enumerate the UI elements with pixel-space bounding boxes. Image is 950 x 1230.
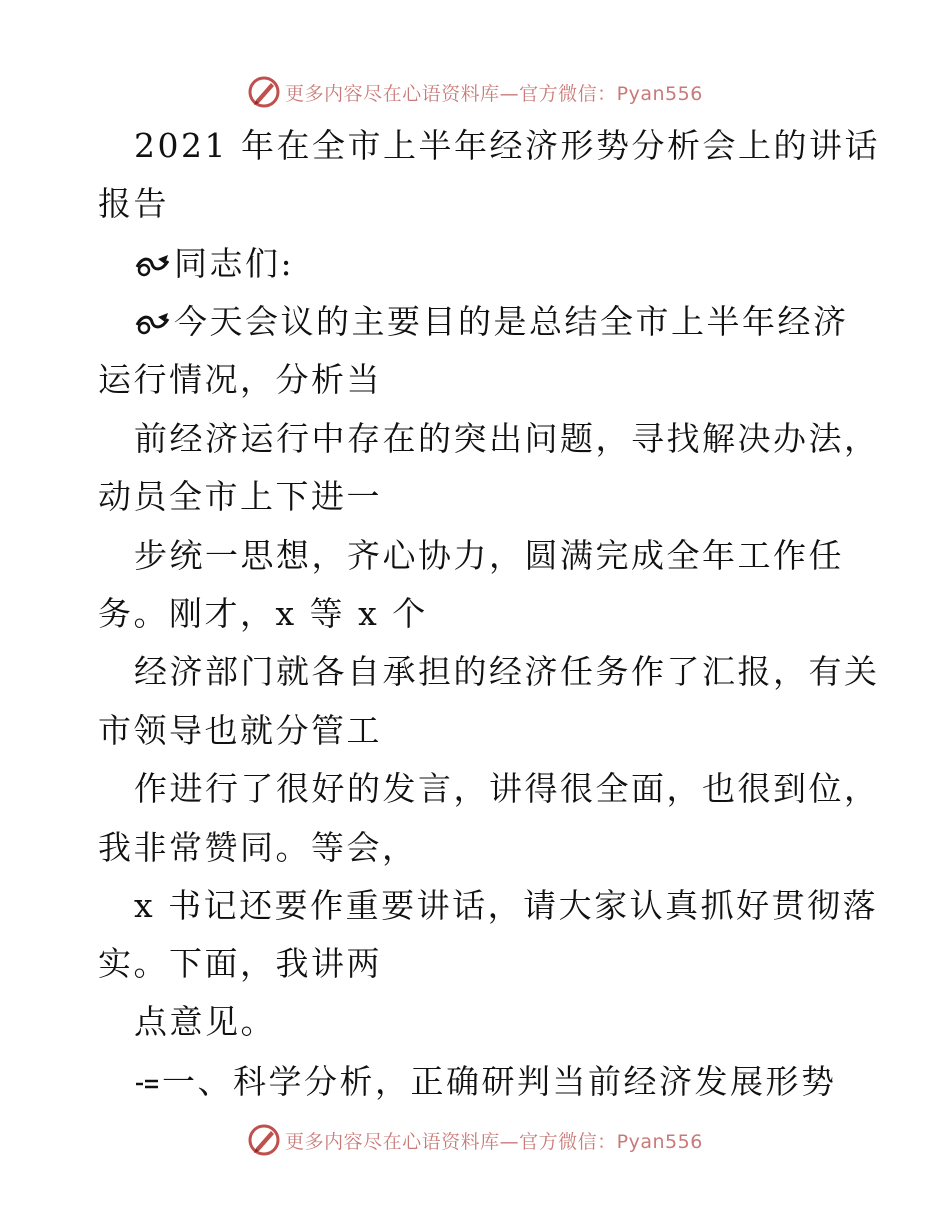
- paragraph-line: 市领导也就分管工: [98, 711, 382, 750]
- watermark-header: [0, 72, 950, 112]
- floral-bullet-icon: [134, 253, 172, 279]
- section-heading-text: 一、科学分析，正确研判当前经济发展形势: [162, 1062, 837, 1101]
- floral-bullet-icon: [134, 311, 172, 337]
- section-heading: [134, 1062, 837, 1102]
- paragraph-line: 经济部门就各自承担的经济任务作了汇报，有关: [134, 652, 880, 691]
- red-pen-icon: [247, 1123, 281, 1157]
- paragraph-text: 今天会议的主要目的是总结全市上半年经济: [174, 302, 849, 341]
- paragraph-salutation: [134, 244, 294, 284]
- paragraph-line: 实。下面，我讲两: [98, 944, 382, 983]
- paragraph-line: [134, 302, 849, 342]
- document-title-line-1: 2021 年在全市上半年经济形势分析会上的讲话: [134, 126, 880, 165]
- dash-bullet-icon: [134, 1074, 160, 1094]
- salutation-text: 同志们:: [174, 244, 295, 283]
- red-pen-icon: [247, 75, 281, 109]
- paragraph-line: x 书记还要作重要讲话，请大家认真抓好贯彻落: [134, 886, 879, 925]
- paragraph-line: 我非常赞同。等会，: [98, 828, 418, 867]
- paragraph-line: 前经济运行中存在的突出问题，寻找解决办法，: [134, 419, 880, 458]
- watermark-text: 更多内容尽在心语资料库—官方微信：Pyan556: [285, 82, 703, 105]
- watermark-footer: [0, 1120, 950, 1160]
- watermark-text: 更多内容尽在心语资料库—官方微信：Pyan556: [285, 1130, 703, 1153]
- paragraph-line: 步统一思想，齐心协力，圆满完成全年工作任: [134, 536, 844, 575]
- document-title-line-2: 报告: [98, 184, 169, 223]
- paragraph-line: 动员全市上下进一: [98, 477, 382, 516]
- paragraph-line: 作进行了很好的发言，讲得很全面，也很到位，: [134, 769, 880, 808]
- paragraph-line: 点意见。: [134, 1002, 276, 1041]
- paragraph-line: 务。刚才，x 等 x 个: [98, 594, 428, 633]
- paragraph-line: 运行情况，分析当: [98, 360, 382, 399]
